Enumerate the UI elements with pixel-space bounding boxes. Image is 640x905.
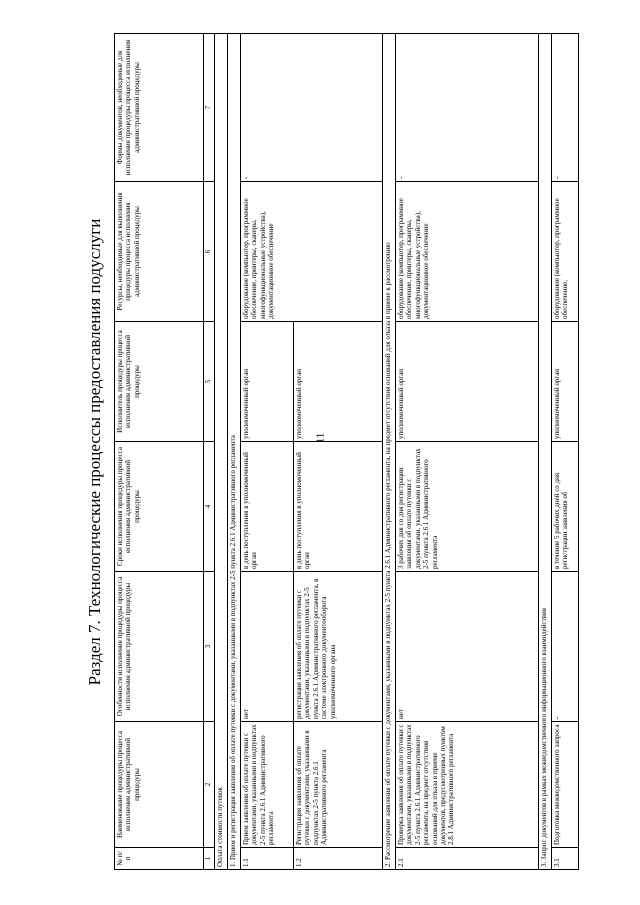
row-number: 3.1	[552, 848, 579, 870]
procedure-features: -	[552, 572, 579, 722]
table-row	[396, 34, 539, 870]
procedure-name: Прием заявления об оплате путевки с документами, указанными в подпунктах 2-5 пункта 2.6.1 Административного регламента	[241, 722, 294, 848]
subsection-title: 2. Рассмотрение заявления об оплате путевки с документами, указанными в подпунктах 2-5 пункта 2.6.1 Административного регламента, на предмет отсутствия оснований для отказа в приеме к рассмотрению	[383, 34, 396, 870]
procedure-resources: оборудование (компьютер, программное обеспечение, принтеры, сканеры, многофункциональные устройства), документационное обеспечение	[396, 182, 539, 322]
column-number: 6	[204, 182, 215, 322]
subsection-row	[383, 34, 396, 870]
procedure-executor: уполномоченный орган	[294, 322, 383, 442]
header-cell: Наименование процедуры процесса исполнения административной процедуры	[115, 722, 204, 848]
column-number: 7	[204, 34, 215, 182]
procedure-term: 3 рабочих дня со дня регистрации заявления об оплате путевки с документами, указанными в подпунктах 2-5 пункта 2.6.1 Административного регламента	[396, 442, 539, 572]
procedure-term: в день поступления в уполномоченный орган	[241, 442, 294, 572]
procedure-executor: уполномоченный орган	[552, 322, 579, 442]
rotated-page-content	[82, 32, 640, 872]
section-title: Оплата стоимости путевок	[215, 34, 228, 870]
subsection-title: 3. Запрос документов в рамках межведомственного информационного взаимодействия	[539, 34, 552, 870]
procedure-term: в день поступления в уполномоченный орган	[294, 442, 383, 572]
header-cell: Формы документов, необходимые для исполнения процедуры процесса исполнения административной процедуры	[115, 34, 204, 182]
procedure-name: Подготовка межведомственного запроса	[552, 722, 579, 848]
column-number-row	[204, 34, 215, 870]
row-number: 1.1	[241, 848, 294, 870]
procedure-forms: -	[396, 34, 539, 182]
subsection-row	[228, 34, 241, 870]
column-number: 1	[204, 848, 215, 870]
table-header-row	[115, 34, 204, 870]
page-number: 11	[314, 432, 326, 444]
procedure-forms: -	[241, 34, 383, 182]
subsection-row	[539, 34, 552, 870]
procedure-name: Регистрация заявления об оплате путевки с документами, указанными в подпунктах 2-5 пункта 2.6.1 Административного регламента	[294, 722, 383, 848]
section-row	[215, 34, 228, 870]
header-cell: Сроки исполнения процедуры процесса исполнения административной процедуры	[115, 442, 204, 572]
subsection-title: 1. Прием и регистрация заявления об оплате путевки с документами, указанными в подпунктах 2-5 пункта 2.6.1 Административного регламента	[228, 34, 241, 870]
procedure-features: регистрация заявления об оплате путевки с документами, указанными в подпунктах 2-5 пункта 2.6.1 Административного регламента, в системе электронного документооборота уполномоченного органа	[294, 572, 383, 722]
row-number: 2.1	[396, 848, 539, 870]
header-cell: Особенности исполнения процедуры процесса исполнения административной процедуры	[115, 572, 204, 722]
procedure-name: Проверка заявления об оплате путевки с документами, указанными в подпунктах 2-5 пункта 2.6.1 Административного регламента, на предмет отсутствия оснований для отказа в приеме документов, предусмотренных пунктом 2.8.1 Административного регламента	[396, 722, 539, 848]
procedure-resources: оборудование (компьютер, программное обеспечение, принтеры, сканеры, многофункциональные устройства), документационное обеспечение	[241, 182, 383, 322]
procedure-term: в течение 5 рабочих дней со дня регистрации заявления об	[552, 442, 579, 572]
column-number: 4	[204, 442, 215, 572]
column-number: 5	[204, 322, 215, 442]
column-number: 2	[204, 722, 215, 848]
header-cell: № п/п	[115, 848, 204, 870]
procedure-executor: уполномоченный орган	[241, 322, 294, 442]
table-row	[552, 34, 579, 870]
procedure-executor: уполномоченный орган	[396, 322, 539, 442]
procedure-forms: -	[552, 34, 579, 182]
header-cell: Исполнитель процедуры процесса исполнения административной процедуры	[115, 322, 204, 442]
section-heading: Раздел 7. Технологические процессы предоставления подуслуги	[85, 218, 104, 686]
row-number: 1.2	[294, 848, 383, 870]
procedure-features: нет	[396, 572, 539, 722]
header-cell: Ресурсы, необходимые для выполнения процедуры процесса исполнения административной процедуры	[115, 182, 204, 322]
procedure-resources: оборудование (компьютер, программное обеспечение,	[552, 182, 579, 322]
column-number: 3	[204, 572, 215, 722]
process-table	[114, 33, 579, 870]
procedure-features: нет	[241, 572, 294, 722]
table-row	[241, 34, 294, 870]
